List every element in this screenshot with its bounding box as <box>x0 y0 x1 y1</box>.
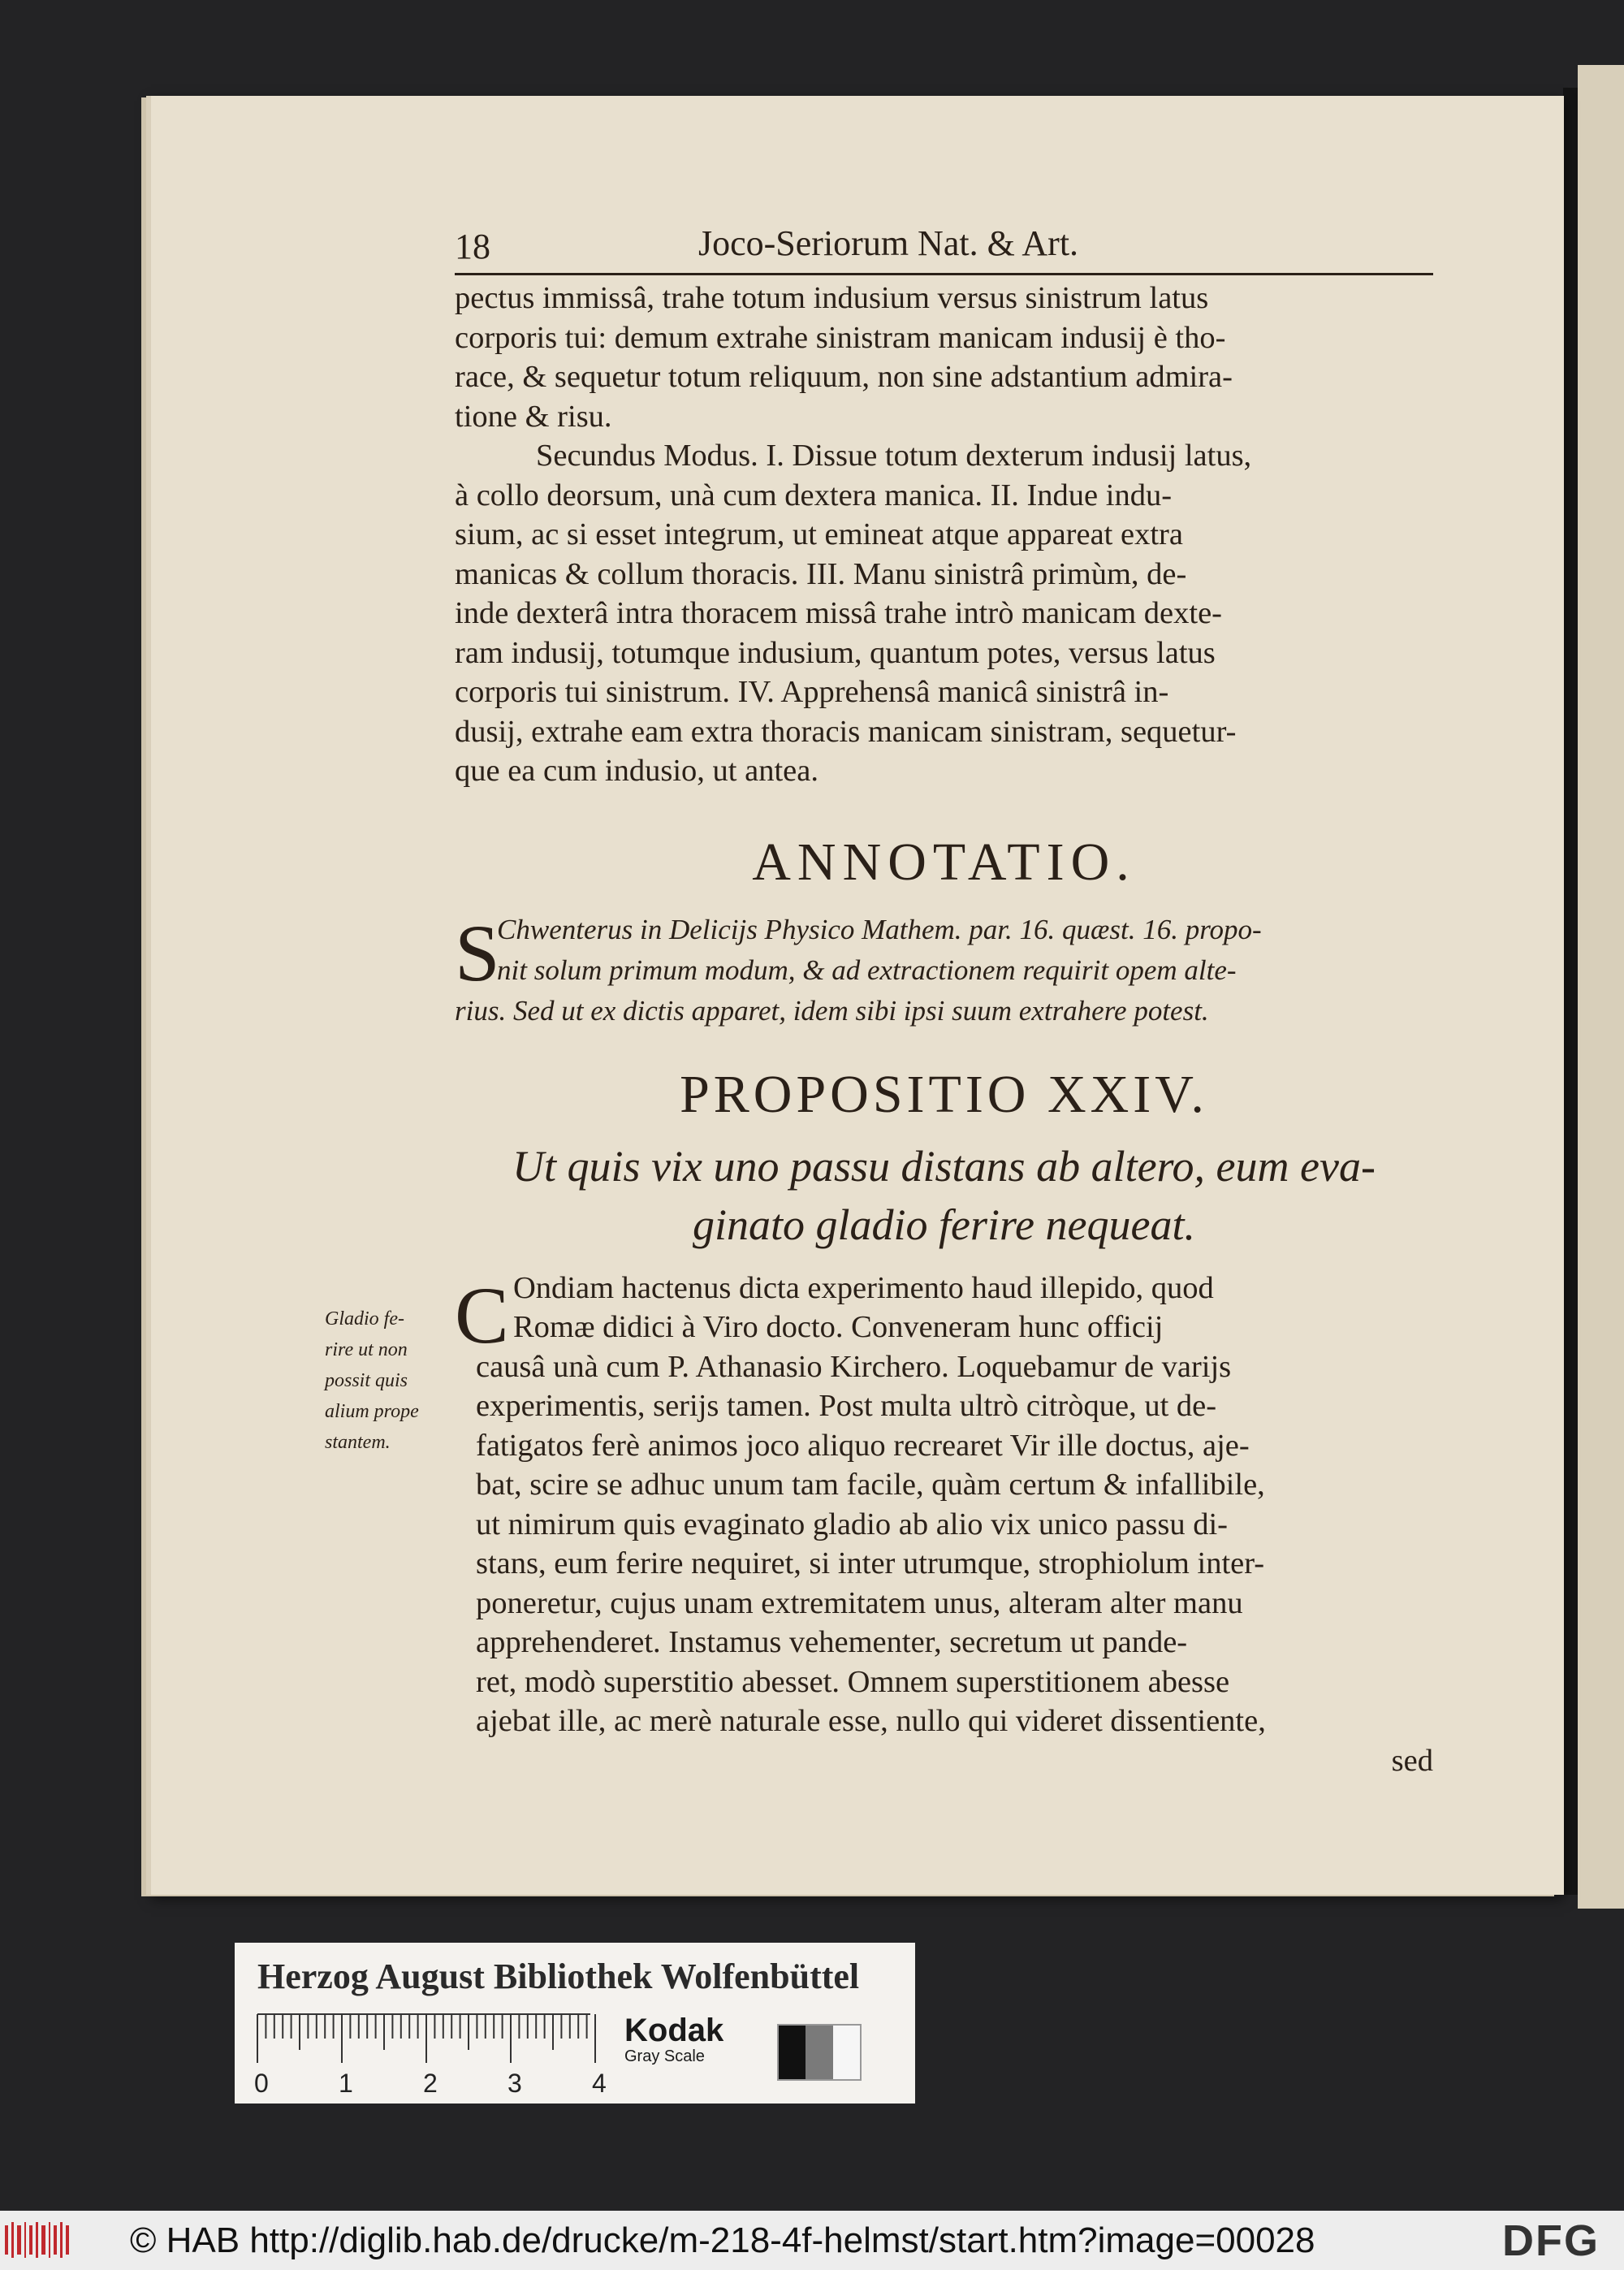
text-line: stans, eum ferire nequiret, si inter utrumque, strophiolum inter- <box>476 1546 1265 1580</box>
barcode-icon <box>5 2222 70 2258</box>
proposition-body <box>455 1269 1433 1781</box>
text-line: rius. Sed ut ex dictis apparet, idem sibi ipsi suum extrahere potest. <box>455 994 1209 1027</box>
swatch-white <box>833 2026 860 2079</box>
text-line: Chwenterus in Delicijs Physico Mathem. par. 16. quæst. 16. propo- <box>497 913 1262 945</box>
margin-note-line: stantem. <box>325 1432 391 1453</box>
annotatio-heading: ANNOTATIO. <box>752 832 1136 892</box>
kodak-label <box>624 2013 723 2066</box>
margin-note-line: alium prope <box>325 1401 419 1422</box>
text-line: race, & sequetur totum reliquum, non sine adstantium admira- <box>455 360 1233 394</box>
swatch-gray <box>806 2026 832 2079</box>
proposition-heading: PROPOSITIO XXIV. <box>680 1064 1208 1124</box>
text-line: inde dexterâ intra thoracem missâ trahe intrò manicam dexte- <box>455 596 1222 630</box>
text-line: poneretur, cujus unam extremitatem unus, alteram alter manu <box>476 1585 1243 1620</box>
text-line: sium, ac si esset integrum, ut emineat atque appareat extra <box>455 517 1183 551</box>
ruler-number: 0 <box>254 2069 269 2098</box>
subtitle-line: Ut quis vix uno passu distans ab altero, eum eva- <box>512 1141 1376 1191</box>
text-line: corporis tui: demum extrahe sinistram manicam indusij è tho- <box>455 320 1226 355</box>
text-line: pectus immissâ, trahe totum indusium versus sinistrum latus <box>455 281 1209 315</box>
text-line: corporis tui sinistrum. IV. Apprehensâ manicâ sinistrâ in- <box>455 675 1169 709</box>
paragraph-2 <box>455 436 1433 791</box>
text-line: ret, modò superstitio abesset. Omnem superstitionem abesse <box>476 1664 1230 1699</box>
page-text <box>455 219 1433 1780</box>
running-head <box>455 219 1433 275</box>
margin-note-line: possit quis <box>325 1370 408 1391</box>
text-line: apprehenderet. Instamus vehementer, secretum ut pande- <box>476 1625 1188 1659</box>
margin-note <box>325 1304 455 1458</box>
text-line: que ea cum indusio, ut antea. <box>455 754 818 788</box>
running-head-title: Joco-Seriorum Nat. & Art. <box>698 223 1079 263</box>
subtitle-line: ginato gladio ferire nequeat. <box>693 1200 1195 1249</box>
proposition-subtitle <box>455 1137 1433 1254</box>
ruler-number: 1 <box>339 2069 353 2098</box>
text-line: nit solum primum modum, & ad extractionem requirit opem alte- <box>497 953 1237 986</box>
dfg-logo: DFG <box>1502 2216 1600 2265</box>
text-line: dusij, extrahe eam extra thoracis manicam sinistram, sequetur- <box>455 714 1237 749</box>
ruler-number: 3 <box>508 2069 522 2098</box>
text-line: tione & risu. <box>455 399 612 434</box>
ruler-number: 2 <box>423 2069 438 2098</box>
text-line: à collo deorsum, unà cum dextera manica. II. Indue indu- <box>455 478 1173 512</box>
kodak-subtitle: Gray Scale <box>624 2047 705 2065</box>
text-line: Romæ didici à Viro docto. Conveneram hunc officij <box>513 1310 1164 1344</box>
kodak-brand: Kodak <box>624 2013 724 2048</box>
adjacent-page-edge <box>1578 65 1624 1909</box>
gray-swatches <box>777 2024 862 2081</box>
text-line: Secundus Modus. I. Dissue totum dexterum indusij latus, <box>536 439 1252 473</box>
ruler-scale <box>254 2013 834 2098</box>
card-title: Herzog August Bibliothek Wolfenbüttel <box>257 1957 860 1996</box>
margin-note-line: rire ut non <box>325 1339 408 1360</box>
text-line: ajebat ille, ac merè naturale esse, nullo qui videret dissentiente, <box>476 1704 1266 1738</box>
annotatio-text <box>455 907 1433 1031</box>
text-line: ut nimirum quis evaginato gladio ab alio vix unico passu di- <box>476 1507 1228 1541</box>
text-line: manicas & collum thoracis. III. Manu sinistrâ primùm, de- <box>455 556 1187 591</box>
drop-cap: C <box>455 1269 509 1360</box>
swatch-black <box>779 2026 806 2079</box>
paragraph-1 <box>455 279 1433 436</box>
catchword: sed <box>1391 1743 1433 1778</box>
drop-cap: S <box>455 907 500 998</box>
page-number: 18 <box>455 227 490 266</box>
text-line: experimentis, serijs tamen. Post multa ultrò citròque, ut de- <box>476 1389 1217 1423</box>
text-line: bat, scire se adhuc unum tam facile, quàm certum & infallibile, <box>476 1468 1265 1502</box>
text-line: ram indusij, totumque indusium, quantum potes, versus latus <box>455 635 1216 670</box>
copyright-link[interactable]: © HAB http://diglib.hab.de/drucke/m-218-4f-helmst/start.htm?image=00028 <box>130 2220 1315 2260</box>
text-line: causâ unà cum P. Athanasio Kirchero. Loquebamur de varijs <box>476 1349 1232 1384</box>
ruler-number: 4 <box>592 2069 607 2098</box>
color-calibration-card <box>235 1943 915 2104</box>
text-line: Ondiam hactenus dicta experimento haud illepido, quod <box>513 1270 1214 1305</box>
footer-bar <box>0 2211 1624 2270</box>
text-line: fatigatos ferè animos joco aliquo recrearet Vir ille doctus, aje- <box>476 1428 1250 1463</box>
gutter-shadow <box>1563 88 1578 1895</box>
margin-note-line: Gladio fe- <box>325 1308 404 1330</box>
